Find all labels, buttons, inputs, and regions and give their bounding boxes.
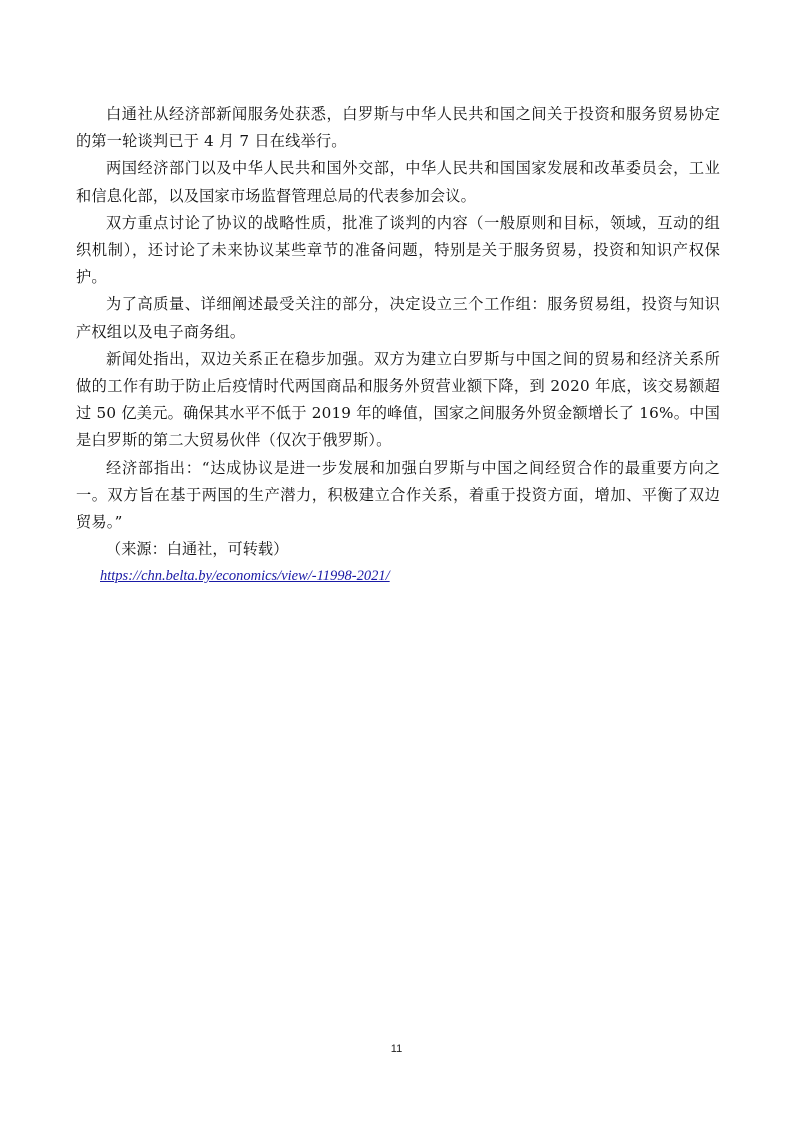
paragraph-participants: 两国经济部门以及中华人民共和国外交部，中华人民共和国国家发展和改革委员会，工业和信息化部，以及国家市场监督管理总局的代表参加会议。 bbox=[76, 159, 720, 205]
paragraph-bilateral-relations: 新闻处指出，双边关系正在稳步加强。双方为建立白罗斯与中国之间的贸易和经济关系所做的工作有助于防止后疫情时代两国商品和服务外贸营业额下降，到 2020 年底，该交易额超过 50 亿美元。确保其水平不低于 2019 年的峰值，国家之间服务外贸金额增长了 16%。中国是白罗斯的第二大贸易伙伴（仅次于俄罗斯）。 bbox=[76, 349, 720, 450]
paragraph-discussion: 双方重点讨论了协议的战略性质，批准了谈判的内容（一般原则和目标，领域，互动的组织机制），还讨论了未来协议某些章节的准备问题，特别是关于服务贸易，投资和知识产权保护。 bbox=[76, 213, 720, 287]
source-link[interactable]: https://chn.belta.by/economics/view/-11998-2021/ bbox=[100, 568, 390, 585]
page-number: 11 bbox=[390, 1043, 403, 1055]
source-link-line bbox=[76, 563, 720, 590]
paragraph-working-groups: 为了高质量、详细阐述最受关注的部分，决定设立三个工作组：服务贸易组，投资与知识产权组以及电子商务组。 bbox=[76, 295, 720, 341]
article-body bbox=[76, 101, 720, 591]
paragraph-intro: 白通社从经济部新闻服务处获悉，白罗斯与中华人民共和国之间关于投资和服务贸易协定的第一轮谈判已于 4 月 7 日在线举行。 bbox=[76, 105, 720, 151]
paragraph-ministry-quote: 经济部指出：“达成协议是进一步发展和加强白罗斯与中国之间经贸合作的最重要方向之一。双方旨在基于两国的生产潜力，积极建立合作关系，着重于投资方面，增加、平衡了双边贸易。” bbox=[76, 458, 720, 532]
source-note: （来源：白通社，可转载） bbox=[106, 540, 289, 559]
